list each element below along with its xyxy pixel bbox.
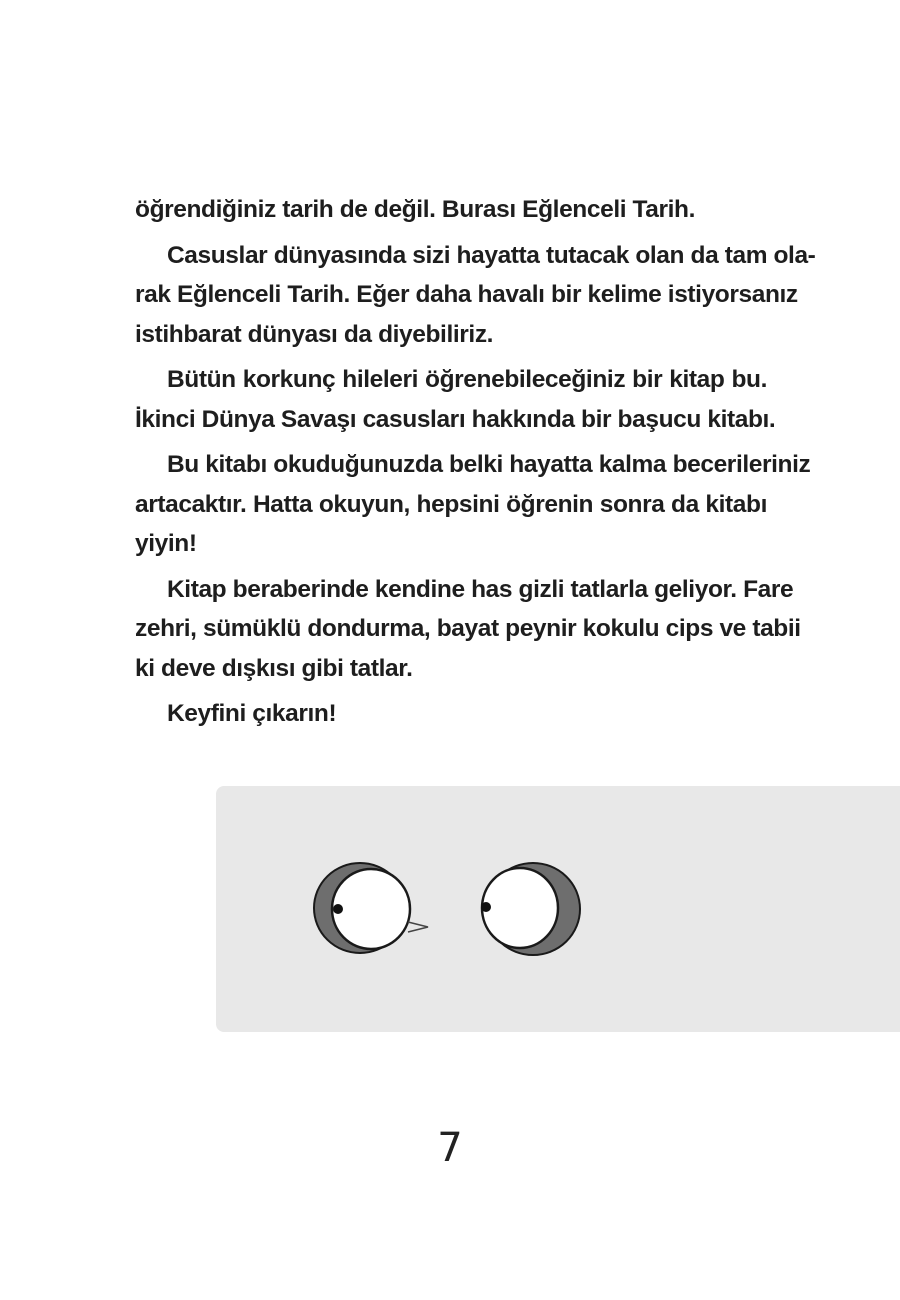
text-line: Casuslar dünyasında sizi hayatta tutacak olan da tam ola- <box>167 241 816 269</box>
text-line: Bütün korkunç hileleri öğrenebileceğiniz bir kitap bu. <box>167 366 767 393</box>
text-line: zehri, sümüklü dondurma, bayat peynir kokulu cips ve tabii <box>135 615 801 642</box>
text-line: Kitap beraberinde kendine has gizli tatlarla geliyor. Fare <box>167 575 794 603</box>
text-line: İkinci Dünya Savaşı casusları hakkında bir başucu kitabı. <box>135 405 776 433</box>
right-eye-icon <box>481 863 580 955</box>
page-number: 7 <box>437 1125 463 1171</box>
text-line: Keyfini çıkarın! <box>167 700 337 727</box>
text-line: ki deve dışkısı gibi tatlar. <box>135 654 413 682</box>
text-line: yiyin! <box>135 530 197 557</box>
paragraph-1 <box>135 190 767 230</box>
paragraph-2 <box>135 236 816 355</box>
paragraph-5 <box>135 570 801 689</box>
text-line: artacaktır. Hatta okuyun, hepsini öğrenin sonra da kitabı <box>135 490 767 518</box>
text-line: rak Eğlenceli Tarih. Eğer daha havalı bir kelime istiyorsanız <box>135 281 798 308</box>
paragraph-6 <box>135 694 767 734</box>
paragraph-4 <box>135 445 811 564</box>
left-eye-icon <box>314 863 428 953</box>
eyes-drawing <box>216 786 900 1032</box>
body-text <box>135 190 816 740</box>
text-line: Bu kitabı okuduğunuzda belki hayatta kalma becerileriniz <box>167 451 811 478</box>
eyes-illustration <box>216 786 900 1032</box>
text-line: istihbarat dünyası da diyebiliriz. <box>135 320 494 348</box>
paragraph-3 <box>135 360 776 439</box>
text-line: öğrendiğiniz tarih de değil. Burası Eğlenceli Tarih. <box>135 196 696 223</box>
